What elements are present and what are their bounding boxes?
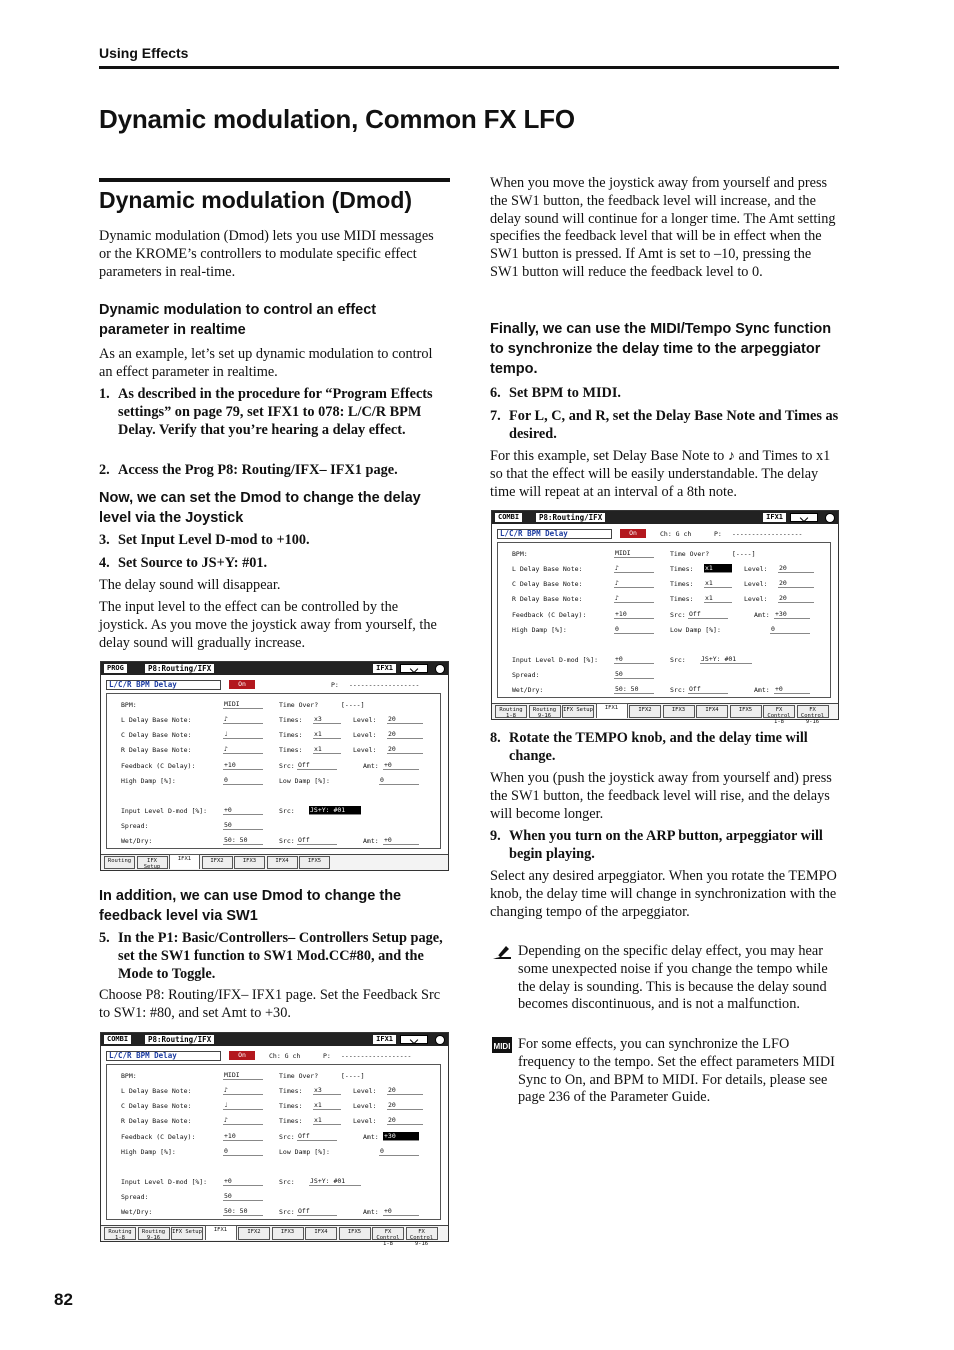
high-damp-field[interactable]: 0 xyxy=(223,776,263,785)
tab-ifx2[interactable]: IFX2 xyxy=(202,856,233,869)
level-field[interactable]: 20 xyxy=(387,1116,423,1125)
ifx-label: IFX1 xyxy=(373,1035,396,1044)
channel-field[interactable]: Ch: G ch xyxy=(269,1052,301,1060)
times-field[interactable]: x1 xyxy=(313,745,341,754)
input-level-dmod-label: Input Level D-mod [%]: xyxy=(512,656,599,664)
input-level-dmod-field[interactable]: +0 xyxy=(614,655,654,664)
tab-ifx4[interactable]: IFX4 xyxy=(696,705,728,718)
wet-dry-amt-label: Amt: xyxy=(363,837,379,845)
lcd-title-bar xyxy=(492,511,838,524)
base-note-field[interactable]: ♩ xyxy=(223,730,263,739)
step-2: 2. Access the Prog P8: Routing/IFX– IFX1 page. xyxy=(99,462,398,478)
step-8: 8. Rotate the TEMPO knob, and the delay time will change. xyxy=(490,730,808,764)
time-over-label: Time Over? xyxy=(279,701,319,709)
base-note-field[interactable]: ♪ xyxy=(614,594,654,603)
subheading-joystick: Now, we can set the Dmod to change the delay level via the Joystick xyxy=(99,490,421,526)
tab-ifx1[interactable]: IFX1 xyxy=(169,854,200,869)
effect-name-field[interactable]: L/C/R BPM Delay xyxy=(497,529,612,539)
feedback-amt-label: Amt: xyxy=(363,762,379,770)
bpm-field[interactable]: MIDI xyxy=(223,700,263,709)
high-damp-label: High Damp [%]: xyxy=(121,1148,176,1156)
times-label: Times: xyxy=(670,580,694,588)
input-src-label: Src: xyxy=(670,656,686,664)
low-damp-label: Low Damp [%]: xyxy=(279,777,330,785)
effect-name-field[interactable]: L/C/R BPM Delay xyxy=(106,1051,221,1061)
spread-field[interactable]: 50 xyxy=(614,670,654,679)
tab-ifx-setup[interactable]: IFX Setup xyxy=(562,705,594,718)
low-damp-field[interactable]: 0 xyxy=(770,625,810,634)
feedback-amt-field[interactable]: +30 xyxy=(774,610,810,619)
times-field[interactable]: x1 xyxy=(704,579,732,588)
delay-row-label: L Delay Base Note: xyxy=(121,1087,192,1095)
mode-label: COMBI xyxy=(104,1035,131,1044)
feedback-amt-label: Amt: xyxy=(363,1133,379,1141)
step-1: 1. As described in the procedure for “Program Effects settings” on page 79, set IFX1 to 078: L/C/R BPM Delay. Verify that you’re hearing a delay effect. xyxy=(99,386,433,438)
p-label: P: xyxy=(331,681,339,689)
times-field[interactable]: x3 xyxy=(313,715,341,724)
p-label: P: xyxy=(714,530,722,538)
wet-dry-src-field[interactable]: Off xyxy=(688,685,728,694)
joystick-paragraph: The input level to the effect can be controlled by the joystick. As you move the joystick away from yourself, the delay sound will gradually increase. xyxy=(99,599,437,651)
note-midi: MIDI For some effects, you can synchronize the LFO frequency to the tempo. Set the effect parameters MIDI Sync to On, and BPM to MIDI. For details, please see page 236 of the Parameter Guide. xyxy=(493,1036,835,1106)
low-damp-field[interactable]: 0 xyxy=(379,776,419,785)
input-src-field[interactable]: JS+Y: #01 xyxy=(700,655,752,664)
step-3: 3. Set Input Level D-mod to +100. xyxy=(99,532,310,548)
delay-row-label: C Delay Base Note: xyxy=(121,1102,192,1110)
base-note-field[interactable]: ♪ xyxy=(614,579,654,588)
tab-routing-9-16[interactable]: Routing 9-16 xyxy=(138,1227,170,1240)
high-damp-label: High Damp [%]: xyxy=(512,626,567,634)
wet-dry-src-label: Src: xyxy=(279,1208,295,1216)
lcd-screen-combi-1 xyxy=(100,1032,449,1247)
bpm-field[interactable]: MIDI xyxy=(223,1071,263,1080)
level-field[interactable]: 20 xyxy=(778,579,814,588)
wet-dry-field[interactable]: 50: 50 xyxy=(614,685,654,694)
tab-bar xyxy=(492,703,838,725)
wet-dry-field[interactable]: 50: 50 xyxy=(223,836,263,845)
wet-dry-label: Wet/Dry: xyxy=(512,686,544,694)
tab-ifx3[interactable]: IFX3 xyxy=(234,856,265,869)
wet-dry-label: Wet/Dry: xyxy=(121,837,153,845)
base-note-field[interactable]: ♪ xyxy=(223,745,263,754)
tab-ifx3[interactable]: IFX3 xyxy=(272,1227,304,1240)
tab-ifx2[interactable]: IFX2 xyxy=(238,1227,270,1240)
page-number: 82 xyxy=(54,1290,73,1309)
level-label: Level: xyxy=(353,746,377,754)
times-field[interactable]: x1 xyxy=(313,1116,341,1125)
midi-icon xyxy=(492,1037,512,1053)
times-label: Times: xyxy=(279,1117,303,1125)
base-note-field[interactable]: ♪ xyxy=(223,715,263,724)
level-field[interactable]: 20 xyxy=(778,594,814,603)
p-value[interactable]: ------------------ xyxy=(349,681,420,689)
times-label: Times: xyxy=(670,595,694,603)
feedback-src-label: Src: xyxy=(279,762,295,770)
times-field[interactable]: x1 xyxy=(704,564,732,573)
p-label: P: xyxy=(323,1052,331,1060)
wet-dry-src-label: Src: xyxy=(279,837,295,845)
spread-label: Spread: xyxy=(512,671,540,679)
step-7: 7. For L, C, and R, set the Delay Base Note and Times as desired. xyxy=(490,408,839,442)
input-src-label: Src: xyxy=(279,1178,295,1186)
header-rule xyxy=(99,66,839,69)
p-value[interactable]: ------------------ xyxy=(732,530,803,538)
feedback-field[interactable]: +10 xyxy=(223,761,263,770)
feedback-paragraph: Choose P8: Routing/IFX– IFX1 page. Set the Feedback Src to SW1: #80, and set Amt to +30. xyxy=(99,987,441,1021)
bpm-label: BPM: xyxy=(121,701,137,709)
base-note-field[interactable]: ♪ xyxy=(223,1086,263,1095)
tab-ifx1[interactable]: IFX1 xyxy=(205,1225,237,1240)
level-field[interactable]: 20 xyxy=(387,715,423,724)
tab-ifx4[interactable]: IFX4 xyxy=(305,1227,337,1240)
base-note-field[interactable]: ♪ xyxy=(614,564,654,573)
page-menu-chevron-down-icon[interactable] xyxy=(400,1035,428,1044)
high-damp-field[interactable]: 0 xyxy=(223,1147,263,1156)
note-caution: Depending on the specific delay effect, you may hear some unexpected noise if you change the tempo while the delay is sounding. This is because the delay sound becomes discontinuous, and is not a malfunction. xyxy=(490,943,840,1014)
tab-bar xyxy=(101,1225,448,1247)
bpm-label: BPM: xyxy=(121,1072,137,1080)
delay-row-label: R Delay Base Note: xyxy=(121,1117,192,1125)
feedback-label: Feedback (C Delay): xyxy=(512,611,587,619)
wet-dry-field[interactable]: 50: 50 xyxy=(223,1207,263,1216)
delay-row-label: R Delay Base Note: xyxy=(512,595,583,603)
level-field[interactable]: 20 xyxy=(387,1101,423,1110)
feedback-label: Feedback (C Delay): xyxy=(121,1133,196,1141)
input-src-label: Src: xyxy=(279,807,295,815)
tab-routing-9-16[interactable]: Routing 9-16 xyxy=(529,705,561,718)
input-level-dmod-field[interactable]: +0 xyxy=(223,806,263,815)
level-label: Level: xyxy=(353,1102,377,1110)
ifx-label: IFX1 xyxy=(763,513,786,522)
delay-row-label: L Delay Base Note: xyxy=(512,565,583,573)
tab-ifx1[interactable]: IFX1 xyxy=(596,703,628,718)
high-damp-field[interactable]: 0 xyxy=(614,625,654,634)
time-over-indicator: [----] xyxy=(341,701,365,709)
feedback-field[interactable]: +10 xyxy=(614,610,654,619)
base-note-paragraph: For this example, set Delay Base Note to ♪ and Times to x1 so that the effect will be easily understandable. The delay time will repeat at an interval of a 8th note. xyxy=(490,448,831,500)
input-level-dmod-label: Input Level D-mod [%]: xyxy=(121,807,208,815)
times-label: Times: xyxy=(279,1102,303,1110)
low-damp-label: Low Damp [%]: xyxy=(279,1148,330,1156)
mode-label: PROG xyxy=(104,664,127,673)
wet-dry-src-field[interactable]: Off xyxy=(297,1207,337,1216)
wet-dry-amt-field[interactable]: +0 xyxy=(774,685,810,694)
feedback-src-label: Src: xyxy=(670,611,686,619)
feedback-src-field[interactable]: Off xyxy=(688,610,728,619)
section-title: Dynamic modulation (Dmod) xyxy=(99,187,413,213)
page-menu-chevron-down-icon[interactable] xyxy=(400,664,428,673)
input-level-dmod-field[interactable]: +0 xyxy=(223,1177,263,1186)
svg-text:MIDI: MIDI xyxy=(493,1042,511,1051)
section-rule xyxy=(99,178,450,182)
wet-dry-src-field[interactable]: Off xyxy=(297,836,337,845)
times-field[interactable]: x1 xyxy=(313,1101,341,1110)
lcd-screen-combi-2 xyxy=(491,510,839,725)
tab-bar xyxy=(101,854,448,870)
feedback-field[interactable]: +10 xyxy=(223,1132,263,1141)
wet-dry-amt-field[interactable]: +0 xyxy=(383,1207,419,1216)
feedback-label: Feedback (C Delay): xyxy=(121,762,196,770)
tab-ifx-setup[interactable]: IFX Setup xyxy=(171,1227,203,1240)
page-label: P8:Routing/IFX xyxy=(145,664,214,673)
low-damp-field[interactable]: 0 xyxy=(379,1147,419,1156)
tab-fx-control-9-16[interactable]: FX Control 9-16 xyxy=(406,1227,438,1240)
low-damp-label: Low Damp [%]: xyxy=(670,626,721,634)
times-field[interactable]: x3 xyxy=(313,1086,341,1095)
delay-row-label: C Delay Base Note: xyxy=(121,731,192,739)
wet-dry-src-label: Src: xyxy=(670,686,686,694)
subheading-tempo-sync: Finally, we can use the MIDI/Tempo Sync function to synchronize the delay time to the arpeggiator tempo. xyxy=(490,321,832,377)
arpeggiator-paragraph: Select any desired arpeggiator. When you rotate the TEMPO knob, the delay time will change in synchronization with the changing tempo of the arpeggiator. xyxy=(490,868,837,920)
sw1-paragraph: When you move the joystick away from yourself and press the SW1 button, the feedback level will increase, and the delay sound will continue for a longer time. The Amt setting specifies the feedback level that will be in effect when the SW1 button is pressed. If Amt is set to –10, pressing the SW1 button will reduce the feedback level to 0. xyxy=(490,175,836,280)
tab-routing[interactable]: Routing xyxy=(104,856,135,869)
effect-on-button[interactable]: On xyxy=(229,1051,255,1060)
input-level-dmod-label: Input Level D-mod [%]: xyxy=(121,1178,208,1186)
effect-on-button[interactable]: On xyxy=(229,680,255,689)
tab-ifx-setup[interactable]: IFX Setup xyxy=(137,856,168,869)
feedback-src-field[interactable]: Off xyxy=(297,1132,337,1141)
level-label: Level: xyxy=(353,1087,377,1095)
spread-label: Spread: xyxy=(121,822,149,830)
input-src-field[interactable]: JS+Y: #01 xyxy=(309,1177,361,1186)
wet-dry-label: Wet/Dry: xyxy=(121,1208,153,1216)
intro-paragraph: Dynamic modulation (Dmod) lets you use MIDI messages or the KROME’s controllers to modulate specific effect parameters in real-time. xyxy=(99,228,434,280)
level-label: Level: xyxy=(744,565,768,573)
running-head: Using Effects xyxy=(99,45,189,61)
tab-routing-1-8[interactable]: Routing 1-8 xyxy=(104,1227,136,1240)
spread-label: Spread: xyxy=(121,1193,149,1201)
time-over-indicator: [----] xyxy=(341,1072,365,1080)
spread-field[interactable]: 50 xyxy=(223,821,263,830)
times-label: Times: xyxy=(279,716,303,724)
delay-disappear-text: The delay sound will disappear. xyxy=(99,577,281,593)
times-label: Times: xyxy=(279,1087,303,1095)
base-note-field[interactable]: ♩ xyxy=(223,1101,263,1110)
level-field[interactable]: 20 xyxy=(387,745,423,754)
input-src-field[interactable]: JS+Y: #01 xyxy=(309,806,361,815)
bpm-label: BPM: xyxy=(512,550,528,558)
feedback-amt-label: Amt: xyxy=(754,611,770,619)
wet-dry-amt-label: Amt: xyxy=(754,686,770,694)
lcd-screen-prog xyxy=(100,661,449,871)
ifx-label: IFX1 xyxy=(373,664,396,673)
level-field[interactable]: 20 xyxy=(778,564,814,573)
time-over-indicator: [----] xyxy=(732,550,756,558)
feedback-amt-field[interactable]: +0 xyxy=(383,761,419,770)
subheading-realtime: Dynamic modulation to control an effect parameter in realtime xyxy=(99,302,377,338)
level-label: Level: xyxy=(353,716,377,724)
wet-dry-amt-field[interactable]: +0 xyxy=(383,836,419,845)
high-damp-label: High Damp [%]: xyxy=(121,777,176,785)
tab-ifx3[interactable]: IFX3 xyxy=(663,705,695,718)
times-label: Times: xyxy=(279,731,303,739)
subheading-sw1: In addition, we can use Dmod to change the feedback level via SW1 xyxy=(99,888,402,924)
wet-dry-amt-label: Amt: xyxy=(363,1208,379,1216)
tab-fx-control-1-8[interactable]: FX Control 1-8 xyxy=(372,1227,404,1240)
knob-icon[interactable] xyxy=(825,513,835,523)
times-field[interactable]: x1 xyxy=(704,594,732,603)
feedback-amt-field[interactable]: +30 xyxy=(383,1132,419,1141)
lcd-title-bar xyxy=(101,1033,448,1046)
level-label: Level: xyxy=(353,731,377,739)
delay-row-label: C Delay Base Note: xyxy=(512,580,583,588)
pencil-note-icon xyxy=(492,944,512,960)
effect-name-field[interactable]: L/C/R BPM Delay xyxy=(106,680,221,690)
p-value[interactable]: ------------------ xyxy=(341,1052,412,1060)
tab-ifx5[interactable]: IFX5 xyxy=(299,856,330,869)
level-label: Level: xyxy=(744,595,768,603)
level-label: Level: xyxy=(744,580,768,588)
step-9: 9. When you turn on the ARP button, arpeggiator will begin playing. xyxy=(490,828,823,862)
base-note-field[interactable]: ♪ xyxy=(223,1116,263,1125)
step-4: 4. Set Source to JS+Y: #01. xyxy=(99,555,268,571)
tab-ifx2[interactable]: IFX2 xyxy=(629,705,661,718)
bpm-field[interactable]: MIDI xyxy=(614,549,654,558)
realtime-paragraph: As an example, let’s set up dynamic modulation to control an effect parameter in realtime. xyxy=(99,346,433,380)
tab-ifx4[interactable]: IFX4 xyxy=(267,856,298,869)
level-field[interactable]: 20 xyxy=(387,1086,423,1095)
tab-ifx5[interactable]: IFX5 xyxy=(339,1227,371,1240)
knob-icon[interactable] xyxy=(435,664,445,674)
mode-label: COMBI xyxy=(495,513,522,522)
spread-field[interactable]: 50 xyxy=(223,1192,263,1201)
page-menu-chevron-down-icon[interactable] xyxy=(790,513,818,522)
feedback-src-field[interactable]: Off xyxy=(297,761,337,770)
step-6: 6. Set BPM to MIDI. xyxy=(490,385,621,401)
delay-row-label: R Delay Base Note: xyxy=(121,746,192,754)
lcd-title-bar xyxy=(101,662,448,675)
effect-on-button[interactable]: On xyxy=(620,529,646,538)
step-5: 5. In the P1: Basic/Controllers– Controllers Setup page, set the SW1 function to SW1 Mod.CC#80, and the Mode to Toggle. xyxy=(99,930,443,982)
tab-ifx5[interactable]: IFX5 xyxy=(730,705,762,718)
feedback-src-label: Src: xyxy=(279,1133,295,1141)
page-label: P8:Routing/IFX xyxy=(536,513,605,522)
time-over-label: Time Over? xyxy=(279,1072,319,1080)
tempo-paragraph: When you (push the joystick away from yourself and) press the SW1 button, the feedback level will rise, and the delays will become longer. xyxy=(490,770,832,822)
times-label: Times: xyxy=(670,565,694,573)
tab-fx-control-9-16[interactable]: FX Control 9-16 xyxy=(797,705,829,718)
level-label: Level: xyxy=(353,1117,377,1125)
page-label: P8:Routing/IFX xyxy=(145,1035,214,1044)
time-over-label: Time Over? xyxy=(670,550,710,558)
delay-row-label: L Delay Base Note: xyxy=(121,716,192,724)
times-field[interactable]: x1 xyxy=(313,730,341,739)
level-field[interactable]: 20 xyxy=(387,730,423,739)
channel-field[interactable]: Ch: G ch xyxy=(660,530,692,538)
tab-routing-1-8[interactable]: Routing 1-8 xyxy=(495,705,527,718)
times-label: Times: xyxy=(279,746,303,754)
page-title: Dynamic modulation, Common FX LFO xyxy=(99,104,575,134)
tab-fx-control-1-8[interactable]: FX Control 1-8 xyxy=(763,705,795,718)
knob-icon[interactable] xyxy=(435,1035,445,1045)
